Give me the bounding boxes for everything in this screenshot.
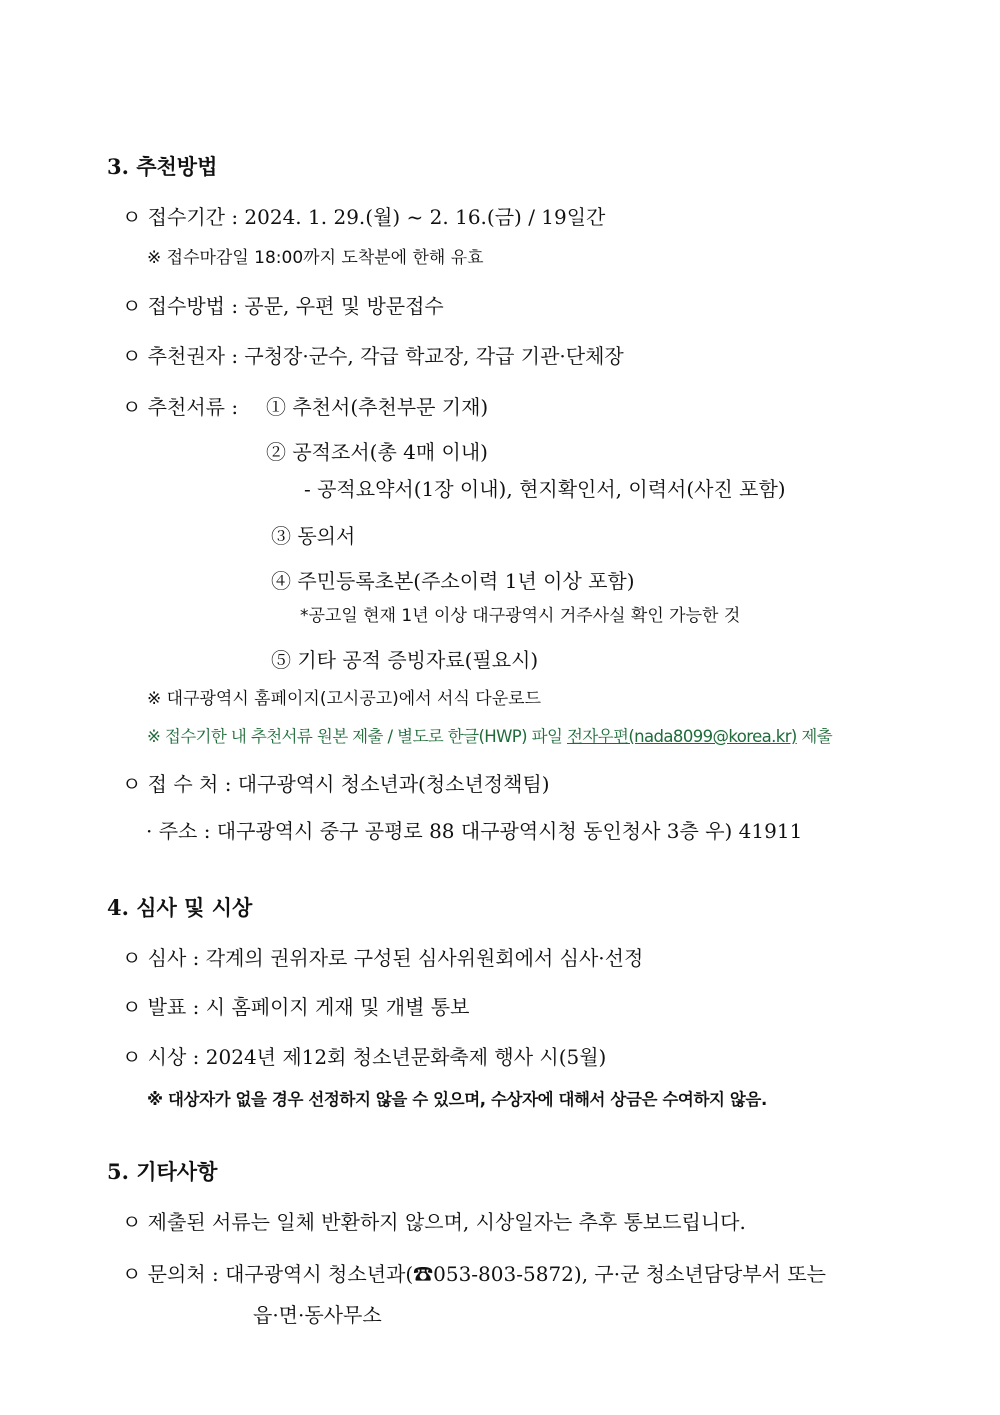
etc-item-1: ㅇ 제출된 서류는 일체 반환하지 않으며, 시상일자는 추후 통보드립니다. <box>122 1210 746 1234</box>
contact-item: ㅇ 문의처 : 대구광역시 청소년과(☎053-803-5872), 구·군 청소년담당부서 또는 <box>122 1262 827 1286</box>
doc-item-1: ① 추천서(추천부문 기재) <box>266 395 489 419</box>
email-link[interactable]: 전자우편(nada8099@korea.kr) <box>566 727 797 746</box>
doc-item-4-sub: *공고일 현재 1년 이상 대구광역시 거주사실 확인 가능한 것 <box>300 606 741 626</box>
section-4-title: 4. 심사 및 시상 <box>107 895 253 920</box>
contact-item-cont: 읍·면·동사무소 <box>253 1303 382 1327</box>
section-3-title: 3. 추천방법 <box>107 154 218 179</box>
period-note: ※ 접수마감일 18:00까지 도착분에 한해 유효 <box>147 248 484 268</box>
submission-note-prefix: ※ 접수기한 내 추천서류 원본 제출 / 별도로 한글(HWP) 파일 <box>147 727 567 746</box>
section-5-title: 5. 기타사항 <box>107 1159 218 1184</box>
review-item: ㅇ 심사 : 각계의 권위자로 구성된 심사위원회에서 심사·선정 <box>122 946 644 970</box>
submission-note-suffix: 제출 <box>796 727 833 746</box>
doc-item-5: ⑤ 기타 공적 증빙자료(필요시) <box>271 648 539 672</box>
doc-item-4: ④ 주민등록초본(주소이력 1년 이상 포함) <box>271 569 635 593</box>
method-item: ㅇ 접수방법 : 공문, 우편 및 방문접수 <box>122 294 444 318</box>
submission-note <box>147 729 832 746</box>
award-note: ※ 대상자가 없을 경우 선정하지 않을 수 있으며, 수상자에 대해서 상금은 수여하지 않음. <box>147 1090 767 1109</box>
docs-label: ㅇ 추천서류 : <box>122 395 239 419</box>
address-item: · 주소 : 대구광역시 중구 공평로 88 대구광역시청 동인청사 3층 우) 41911 <box>146 819 803 843</box>
award-item: ㅇ 시상 : 2024년 제12회 청소년문화축제 행사 시(5월) <box>122 1045 607 1069</box>
doc-item-2-sub: - 공적요약서(1장 이내), 현지확인서, 이력서(사진 포함) <box>304 477 786 501</box>
period-item: ㅇ 접수기간 : 2024. 1. 29.(월) ~ 2. 16.(금) / 19일간 <box>122 205 606 229</box>
recommender-item: ㅇ 추천권자 : 구청장·군수, 각급 학교장, 각급 기관·단체장 <box>122 344 624 368</box>
doc-item-2: ② 공적조서(총 4매 이내) <box>266 440 488 464</box>
announce-item: ㅇ 발표 : 시 홈페이지 게재 및 개별 통보 <box>122 995 470 1019</box>
doc-item-3: ③ 동의서 <box>271 524 356 548</box>
download-note: ※ 대구광역시 홈페이지(고시공고)에서 서식 다운로드 <box>147 689 541 709</box>
receiver-item: ㅇ 접 수 처 : 대구광역시 청소년과(청소년정책팀) <box>122 772 550 796</box>
